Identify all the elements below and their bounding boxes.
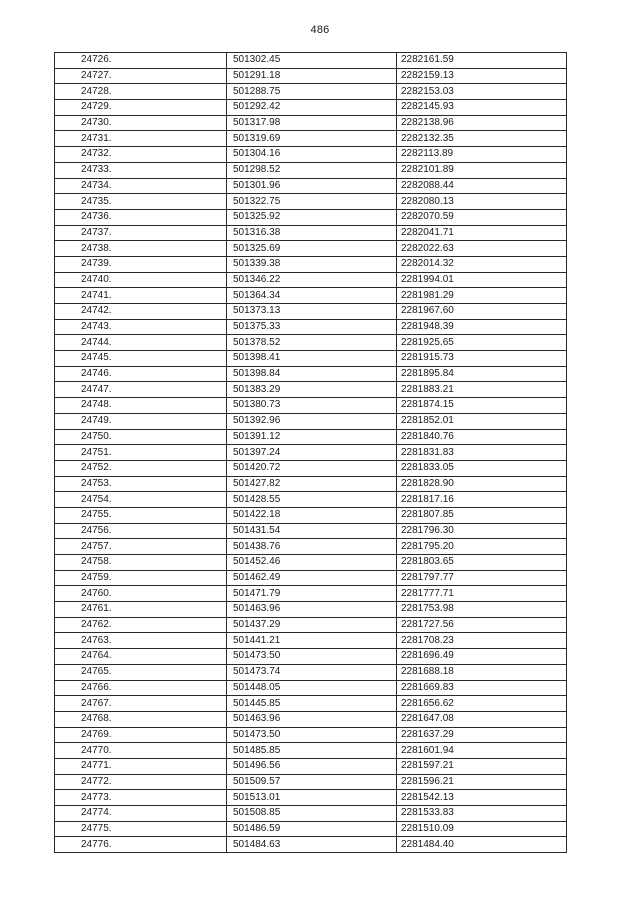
- x-coordinate-cell: 501448.05: [227, 680, 397, 696]
- y-coordinate-cell: 2282070.59: [397, 209, 567, 225]
- x-coordinate-cell: 501346.22: [227, 272, 397, 288]
- y-coordinate-cell: 2281915.73: [397, 351, 567, 367]
- x-coordinate-cell: 501339.38: [227, 256, 397, 272]
- table-row: [55, 617, 567, 633]
- y-coordinate-cell: 2282101.89: [397, 162, 567, 178]
- x-coordinate-cell: 501392.96: [227, 413, 397, 429]
- y-coordinate-cell: 2281795.20: [397, 539, 567, 555]
- point-number-cell: 24762.: [55, 617, 227, 633]
- x-coordinate-cell: 501485.85: [227, 743, 397, 759]
- table-row: [55, 84, 567, 100]
- table-row: [55, 131, 567, 147]
- y-coordinate-cell: 2281833.05: [397, 460, 567, 476]
- table-row: [55, 445, 567, 461]
- x-coordinate-cell: 501375.33: [227, 319, 397, 335]
- x-coordinate-cell: 501317.98: [227, 115, 397, 131]
- point-number-cell: 24743.: [55, 319, 227, 335]
- table-row: [55, 225, 567, 241]
- point-number-cell: 24741.: [55, 288, 227, 304]
- x-coordinate-cell: 501484.63: [227, 837, 397, 853]
- y-coordinate-cell: 2281669.83: [397, 680, 567, 696]
- x-coordinate-cell: 501471.79: [227, 586, 397, 602]
- x-coordinate-cell: 501473.50: [227, 727, 397, 743]
- y-coordinate-cell: 2281597.21: [397, 758, 567, 774]
- point-number-cell: 24735.: [55, 194, 227, 210]
- x-coordinate-cell: 501438.76: [227, 539, 397, 555]
- table-row: [55, 649, 567, 665]
- table-row: [55, 711, 567, 727]
- point-number-cell: 24757.: [55, 539, 227, 555]
- point-number-cell: 24745.: [55, 351, 227, 367]
- x-coordinate-cell: 501462.49: [227, 570, 397, 586]
- table-row: [55, 335, 567, 351]
- x-coordinate-cell: 501380.73: [227, 398, 397, 414]
- y-coordinate-cell: 2282088.44: [397, 178, 567, 194]
- y-coordinate-cell: 2281637.29: [397, 727, 567, 743]
- table-row: [55, 398, 567, 414]
- y-coordinate-cell: 2281797.77: [397, 570, 567, 586]
- point-number-cell: 24755.: [55, 507, 227, 523]
- y-coordinate-cell: 2281948.39: [397, 319, 567, 335]
- x-coordinate-cell: 501496.56: [227, 758, 397, 774]
- y-coordinate-cell: 2281994.01: [397, 272, 567, 288]
- x-coordinate-cell: 501383.29: [227, 382, 397, 398]
- table-row: [55, 429, 567, 445]
- table-row: [55, 539, 567, 555]
- table-row: [55, 774, 567, 790]
- y-coordinate-cell: 2282132.35: [397, 131, 567, 147]
- x-coordinate-cell: 501428.55: [227, 492, 397, 508]
- y-coordinate-cell: 2281484.40: [397, 837, 567, 853]
- table-row: [55, 272, 567, 288]
- point-number-cell: 24770.: [55, 743, 227, 759]
- point-number-cell: 24769.: [55, 727, 227, 743]
- y-coordinate-cell: 2281533.83: [397, 806, 567, 822]
- point-number-cell: 24732.: [55, 147, 227, 163]
- point-number-cell: 24739.: [55, 256, 227, 272]
- y-coordinate-cell: 2281647.08: [397, 711, 567, 727]
- table-row: [55, 696, 567, 712]
- table-row: [55, 570, 567, 586]
- y-coordinate-cell: 2281803.65: [397, 555, 567, 571]
- point-number-cell: 24767.: [55, 696, 227, 712]
- x-coordinate-cell: 501508.85: [227, 806, 397, 822]
- x-coordinate-cell: 501378.52: [227, 335, 397, 351]
- table-row: [55, 476, 567, 492]
- point-number-cell: 24737.: [55, 225, 227, 241]
- point-number-cell: 24731.: [55, 131, 227, 147]
- point-number-cell: 24763.: [55, 633, 227, 649]
- x-coordinate-cell: 501316.38: [227, 225, 397, 241]
- x-coordinate-cell: 501452.46: [227, 555, 397, 571]
- y-coordinate-cell: 2281874.15: [397, 398, 567, 414]
- point-number-cell: 24747.: [55, 382, 227, 398]
- x-coordinate-cell: 501325.69: [227, 241, 397, 257]
- x-coordinate-cell: 501463.96: [227, 711, 397, 727]
- y-coordinate-cell: 2281596.21: [397, 774, 567, 790]
- point-number-cell: 24760.: [55, 586, 227, 602]
- table-row: [55, 507, 567, 523]
- table-row: [55, 492, 567, 508]
- point-number-cell: 24752.: [55, 460, 227, 476]
- table-row: [55, 147, 567, 163]
- x-coordinate-cell: 501513.01: [227, 790, 397, 806]
- page-number: 486: [310, 24, 330, 36]
- y-coordinate-cell: 2281840.76: [397, 429, 567, 445]
- coordinates-table-body: [55, 53, 567, 853]
- table-row: [55, 241, 567, 257]
- table-row: [55, 680, 567, 696]
- x-coordinate-cell: 501391.12: [227, 429, 397, 445]
- table-row: [55, 53, 567, 69]
- x-coordinate-cell: 501298.52: [227, 162, 397, 178]
- y-coordinate-cell: 2281895.84: [397, 366, 567, 382]
- y-coordinate-cell: 2281817.16: [397, 492, 567, 508]
- x-coordinate-cell: 501288.75: [227, 84, 397, 100]
- table-row: [55, 758, 567, 774]
- table-row: [55, 256, 567, 272]
- y-coordinate-cell: 2281852.01: [397, 413, 567, 429]
- point-number-cell: 24734.: [55, 178, 227, 194]
- point-number-cell: 24740.: [55, 272, 227, 288]
- point-number-cell: 24758.: [55, 555, 227, 571]
- x-coordinate-cell: 501373.13: [227, 304, 397, 320]
- x-coordinate-cell: 501322.75: [227, 194, 397, 210]
- point-number-cell: 24771.: [55, 758, 227, 774]
- y-coordinate-cell: 2281542.13: [397, 790, 567, 806]
- table-row: [55, 366, 567, 382]
- table-row: [55, 209, 567, 225]
- x-coordinate-cell: 501486.59: [227, 821, 397, 837]
- table-row: [55, 602, 567, 618]
- x-coordinate-cell: 501473.74: [227, 664, 397, 680]
- point-number-cell: 24765.: [55, 664, 227, 680]
- y-coordinate-cell: 2281777.71: [397, 586, 567, 602]
- y-coordinate-cell: 2281981.29: [397, 288, 567, 304]
- point-number-cell: 24756.: [55, 523, 227, 539]
- table-row: [55, 460, 567, 476]
- y-coordinate-cell: 2282145.93: [397, 100, 567, 116]
- coordinates-table: [54, 52, 567, 853]
- table-row: [55, 162, 567, 178]
- table-row: [55, 178, 567, 194]
- y-coordinate-cell: 2281967.60: [397, 304, 567, 320]
- x-coordinate-cell: 501463.96: [227, 602, 397, 618]
- y-coordinate-cell: 2281925.65: [397, 335, 567, 351]
- point-number-cell: 24764.: [55, 649, 227, 665]
- table-row: [55, 115, 567, 131]
- y-coordinate-cell: 2281727.56: [397, 617, 567, 633]
- table-row: [55, 351, 567, 367]
- x-coordinate-cell: 501301.96: [227, 178, 397, 194]
- point-number-cell: 24754.: [55, 492, 227, 508]
- point-number-cell: 24744.: [55, 335, 227, 351]
- point-number-cell: 24751.: [55, 445, 227, 461]
- x-coordinate-cell: 501422.18: [227, 507, 397, 523]
- y-coordinate-cell: 2281601.94: [397, 743, 567, 759]
- point-number-cell: 24766.: [55, 680, 227, 696]
- point-number-cell: 24738.: [55, 241, 227, 257]
- point-number-cell: 24761.: [55, 602, 227, 618]
- y-coordinate-cell: 2282041.71: [397, 225, 567, 241]
- table-row: [55, 806, 567, 822]
- point-number-cell: 24726.: [55, 53, 227, 69]
- x-coordinate-cell: 501398.84: [227, 366, 397, 382]
- y-coordinate-cell: 2281883.21: [397, 382, 567, 398]
- table-row: [55, 633, 567, 649]
- point-number-cell: 24774.: [55, 806, 227, 822]
- table-row: [55, 319, 567, 335]
- point-number-cell: 24773.: [55, 790, 227, 806]
- point-number-cell: 24728.: [55, 84, 227, 100]
- point-number-cell: 24748.: [55, 398, 227, 414]
- point-number-cell: 24730.: [55, 115, 227, 131]
- point-number-cell: 24729.: [55, 100, 227, 116]
- x-coordinate-cell: 501364.34: [227, 288, 397, 304]
- x-coordinate-cell: 501437.29: [227, 617, 397, 633]
- x-coordinate-cell: 501420.72: [227, 460, 397, 476]
- x-coordinate-cell: 501431.54: [227, 523, 397, 539]
- y-coordinate-cell: 2282113.89: [397, 147, 567, 163]
- x-coordinate-cell: 501291.18: [227, 68, 397, 84]
- table-row: [55, 664, 567, 680]
- point-number-cell: 24759.: [55, 570, 227, 586]
- y-coordinate-cell: 2281807.85: [397, 507, 567, 523]
- y-coordinate-cell: 2281753.98: [397, 602, 567, 618]
- point-number-cell: 24742.: [55, 304, 227, 320]
- table-row: [55, 194, 567, 210]
- table-row: [55, 382, 567, 398]
- point-number-cell: 24776.: [55, 837, 227, 853]
- y-coordinate-cell: 2281696.49: [397, 649, 567, 665]
- point-number-cell: 24750.: [55, 429, 227, 445]
- x-coordinate-cell: 501319.69: [227, 131, 397, 147]
- table-row: [55, 743, 567, 759]
- x-coordinate-cell: 501509.57: [227, 774, 397, 790]
- y-coordinate-cell: 2282153.03: [397, 84, 567, 100]
- table-row: [55, 288, 567, 304]
- point-number-cell: 24746.: [55, 366, 227, 382]
- y-coordinate-cell: 2282022.63: [397, 241, 567, 257]
- table-row: [55, 523, 567, 539]
- table-row: [55, 100, 567, 116]
- table-row: [55, 790, 567, 806]
- y-coordinate-cell: 2282161.59: [397, 53, 567, 69]
- x-coordinate-cell: 501441.21: [227, 633, 397, 649]
- y-coordinate-cell: 2281510.09: [397, 821, 567, 837]
- table-row: [55, 586, 567, 602]
- x-coordinate-cell: 501292.42: [227, 100, 397, 116]
- point-number-cell: 24727.: [55, 68, 227, 84]
- y-coordinate-cell: 2281708.23: [397, 633, 567, 649]
- point-number-cell: 24736.: [55, 209, 227, 225]
- table-row: [55, 837, 567, 853]
- point-number-cell: 24753.: [55, 476, 227, 492]
- table-row: [55, 413, 567, 429]
- y-coordinate-cell: 2281796.30: [397, 523, 567, 539]
- x-coordinate-cell: 501445.85: [227, 696, 397, 712]
- x-coordinate-cell: 501302.45: [227, 53, 397, 69]
- point-number-cell: 24775.: [55, 821, 227, 837]
- x-coordinate-cell: 501397.24: [227, 445, 397, 461]
- table-row: [55, 555, 567, 571]
- x-coordinate-cell: 501427.82: [227, 476, 397, 492]
- point-number-cell: 24772.: [55, 774, 227, 790]
- y-coordinate-cell: 2282080.13: [397, 194, 567, 210]
- y-coordinate-cell: 2282138.96: [397, 115, 567, 131]
- point-number-cell: 24733.: [55, 162, 227, 178]
- y-coordinate-cell: 2281656.62: [397, 696, 567, 712]
- x-coordinate-cell: 501473.50: [227, 649, 397, 665]
- y-coordinate-cell: 2282014.32: [397, 256, 567, 272]
- table-row: [55, 727, 567, 743]
- y-coordinate-cell: 2281688.18: [397, 664, 567, 680]
- y-coordinate-cell: 2282159.13: [397, 68, 567, 84]
- x-coordinate-cell: 501325.92: [227, 209, 397, 225]
- point-number-cell: 24768.: [55, 711, 227, 727]
- table-row: [55, 821, 567, 837]
- y-coordinate-cell: 2281831.83: [397, 445, 567, 461]
- table-row: [55, 304, 567, 320]
- table-row: [55, 68, 567, 84]
- point-number-cell: 24749.: [55, 413, 227, 429]
- x-coordinate-cell: 501398.41: [227, 351, 397, 367]
- y-coordinate-cell: 2281828.90: [397, 476, 567, 492]
- x-coordinate-cell: 501304.16: [227, 147, 397, 163]
